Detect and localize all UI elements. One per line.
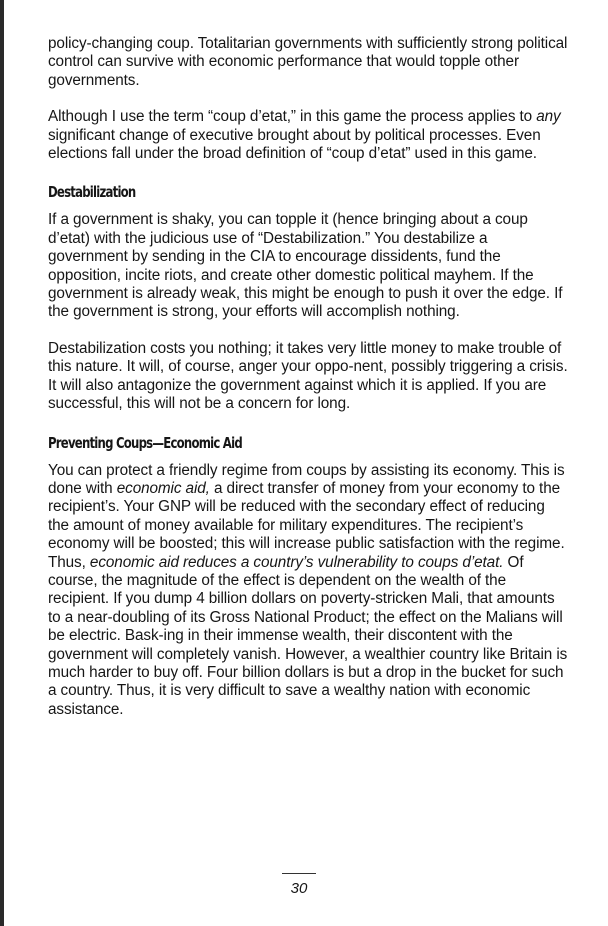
- italic-text-run: economic aid,: [116, 479, 210, 497]
- intro-paragraph-1: policy-changing coup. Totalitarian governments with sufficiently strong political control can survive with economic performance that would topple other governments.: [48, 35, 568, 89]
- economic-aid-paragraph: [48, 462, 568, 720]
- text-run: Of course, the magnitude of the effect is dependent on the wealth of the recipient. If you dump 4 billion dollars on poverty-stricken Mali, that amounts to a near-doubling of its Gross National Product; the effect on the Malians will be electric. Bask-ing in their immense wealth, their discontent with the government will completely vanish. However, a wealthier country like Britain is much harder to buy off. Four billion dollars is but a drop in the bucket for such a country. Thus, it is very difficult to save a wealthy nation with economic assistance.: [48, 553, 568, 718]
- document-page: [48, 35, 568, 719]
- intro-paragraph-2: [48, 108, 568, 163]
- text-run: a direct transfer of money from your economy to the recipient’s. Your GNP will be reduced with the secondary effect of reducing the amount of money available for military expenditures. The recipient’s economy will be boosted; this will increase public satisfaction with the regime. Thus,: [48, 479, 565, 571]
- text-run: You can protect a friendly regime from coups by assisting its economy. This is done with: [48, 461, 565, 497]
- destabilization-paragraph-1: If a government is shaky, you can topple it (hence bringing about a coup d’etat) with the judicious use of “Destabilization.” You destabilize a government by sending in the CIA to encourage dissidents, fund the opposition, incite riots, and create other domestic political mayhem. If the government is already weak, this might be enough to push it over the edge. If the government is strong, your efforts will accomplish nothing.: [48, 211, 563, 321]
- page-number-rule: [282, 873, 316, 874]
- destabilization-paragraph-2: Destabilization costs you nothing; it takes very little money to make trouble of this nature. It will, of course, anger your oppo-nent, possibly triggering a crisis. It will also antagonize the government against which it is applied. If you are successful, this will not be a concern for long.: [48, 339, 568, 413]
- text-run: significant change of executive brought about by political processes. Even elections fall under the broad definition of “coup d’etat” used in this game.: [48, 126, 541, 163]
- section-heading-destabilization: Destabilization: [48, 183, 136, 202]
- section-heading-economic-aid: Preventing Coups—Economic Aid: [48, 433, 242, 452]
- italic-text-run: any: [536, 108, 561, 126]
- italic-text-run: economic aid reduces a country’s vulnerability to coups d’etat.: [89, 553, 504, 571]
- page-number: 30: [290, 880, 308, 897]
- text-run: Although I use the term “coup d’etat,” in this game the process applies to: [48, 108, 537, 126]
- page-edge-rule: [0, 0, 4, 926]
